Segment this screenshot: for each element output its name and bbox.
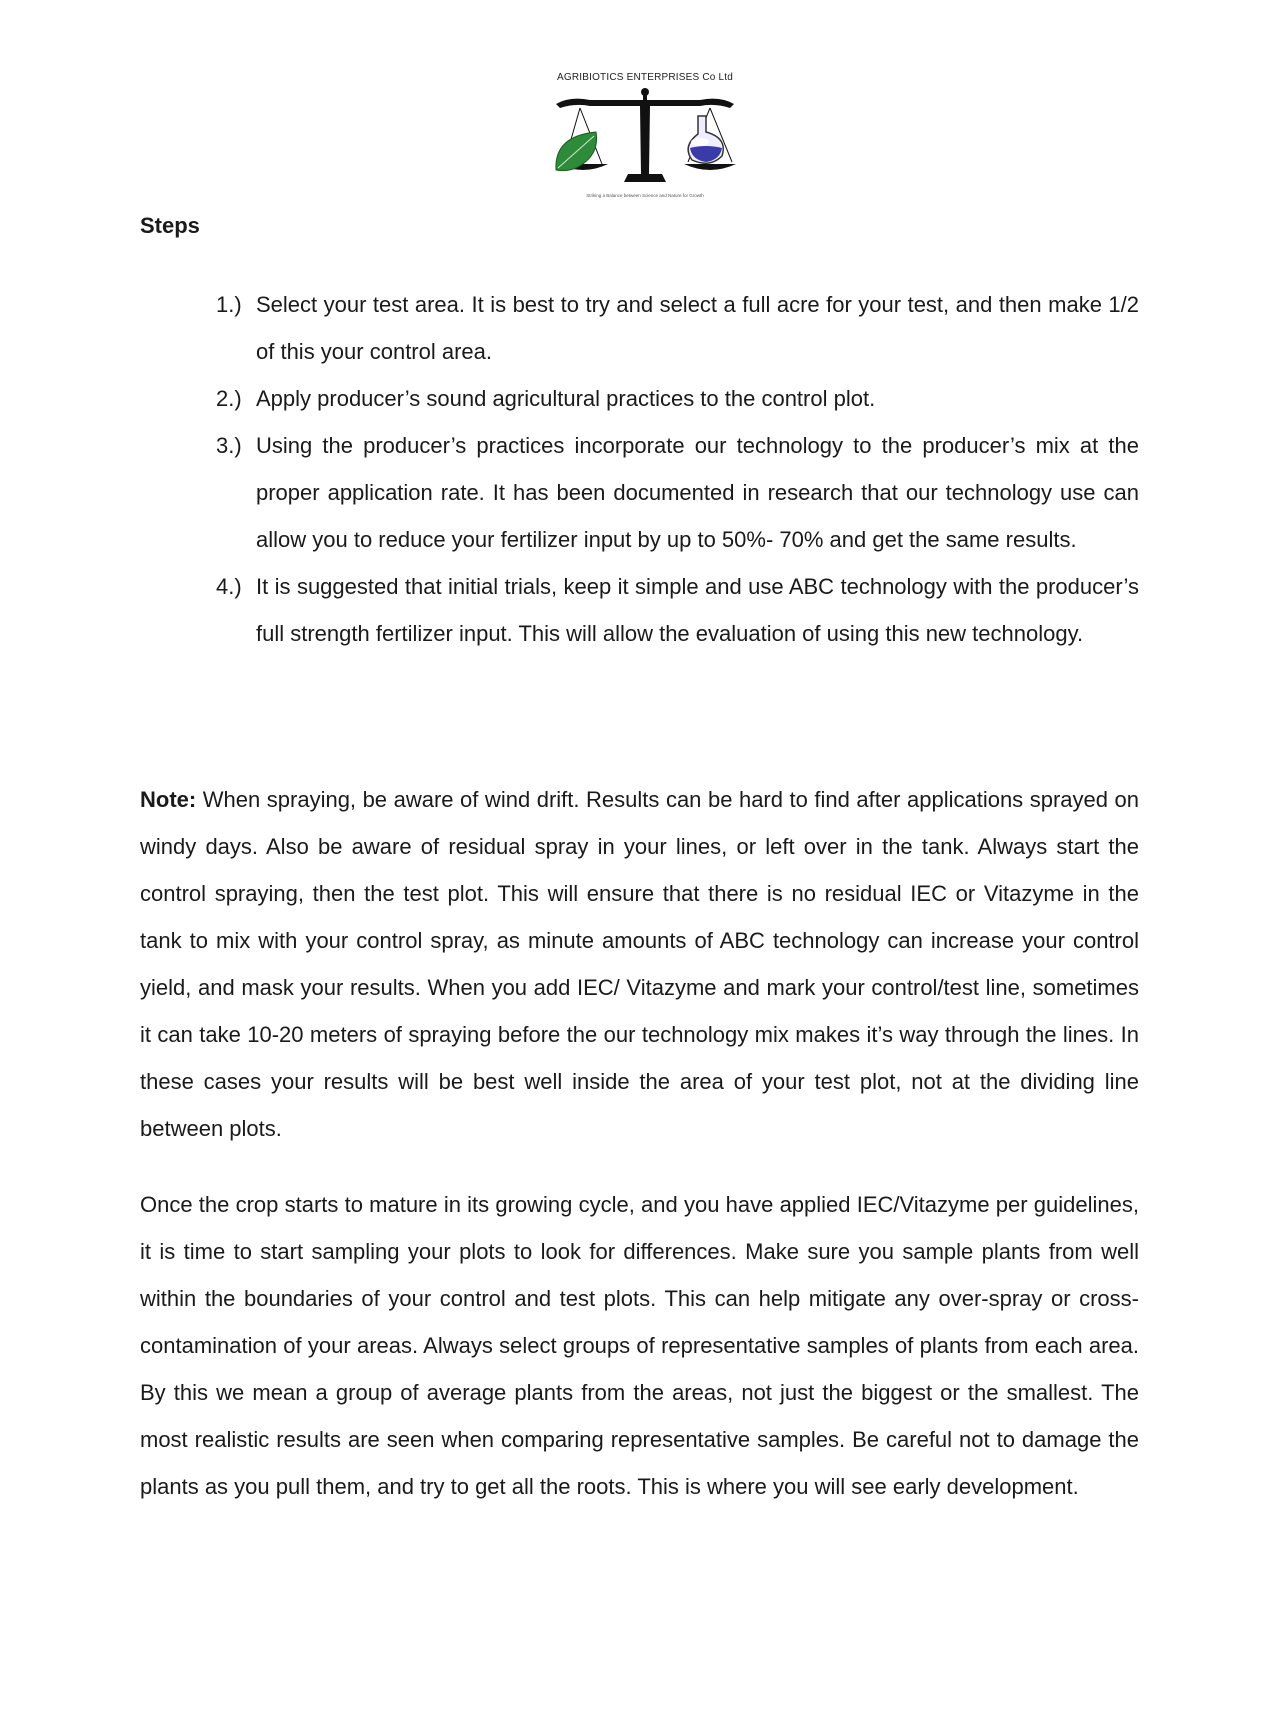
step-text: Using the producer’s practices incorporate our technology to the producer’s mix at the proper application rate. It has been documented in research that our technology use can allow you to reduce your fertilizer input by up to 50%- 70% and get the same results. [256,433,1139,552]
closing-paragraph: Once the crop starts to mature in its growing cycle, and you have applied IEC/Vitazyme per guidelines, it is time to start sampling your plots to look for differences. Make sure you sample plants from well within the boundaries of your control and test plots. This can help mitigate any over-spray or cross-contamination of your areas. Always select groups of representative samples of plants from each area. By this we mean a group of average plants from the areas, not just the biggest or the smallest. The most realistic results are seen when comparing representative samples. Be careful not to damage the plants as you pull them, and try to get all the roots. This is where you will see early development. [140,1192,1139,1499]
step-text: Select your test area. It is best to try and select a full acre for your test, and then make 1/2 of this your control area. [256,292,1139,364]
step-number: 3.) [216,433,242,458]
note-paragraph [140,776,1139,1152]
step-item [140,281,1139,375]
step-text: Apply producer’s sound agricultural practices to the control plot. [256,386,876,411]
step-item [140,375,1139,422]
step-text: It is suggested that initial trials, keep it simple and use ABC technology with the producer’s full strength fertilizer input. This will allow the evaluation of using this new technology. [256,574,1139,646]
logo-tagline: Striking a Balance between Science and Nature for Growth [586,193,704,198]
steps-list [140,281,1139,657]
step-number: 1.) [216,292,242,317]
flask-icon [688,116,723,163]
balance-scale-icon [550,86,740,194]
step-item [140,422,1139,563]
note-text: When spraying, be aware of wind drift. Results can be hard to find after applications sprayed on windy days. Also be aware of residual spray in your lines, or left over in the tank. Always start the control spraying, then the test plot. This will ensure that there is no residual IEC or Vitazyme in the tank to mix with your control spray, as minute amounts of ABC technology can increase your control yield, and mask your results. When you add IEC/ Vitazyme and mark your control/test line, sometimes it can take 10-20 meters of spraying before the our technology mix makes it’s way through the lines. In these cases your results will be best well inside the area of your test plot, not at the dividing line between plots. [140,787,1139,1141]
step-number: 2.) [216,386,242,411]
note-label: Note: [140,787,197,812]
company-logo [510,72,780,202]
step-item [140,563,1139,657]
steps-heading: Steps [140,213,200,238]
logo-company-name: AGRIBIOTICS ENTERPRISES Co Ltd [556,72,734,83]
step-number: 4.) [216,574,242,599]
